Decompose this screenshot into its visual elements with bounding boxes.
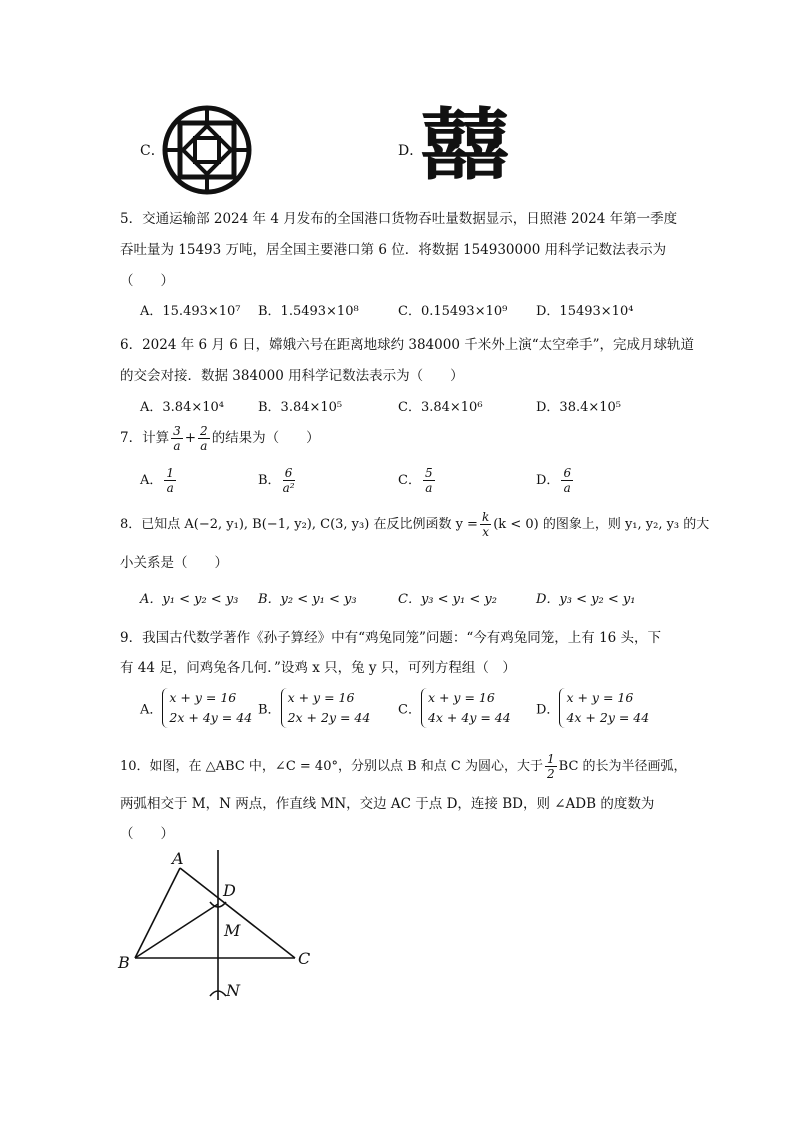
q10-fraction: $\frac{1}{2}$ — [547, 752, 555, 781]
option-c-label: C． — [140, 143, 165, 159]
q7-plus: + — [184, 430, 197, 446]
q7-option-d[interactable]: D． $\frac{6}{a}$ — [536, 466, 572, 495]
q5-option-d[interactable]: D．15493×10⁴ — [536, 304, 634, 319]
q7-stem — [120, 424, 320, 453]
triangle-figure — [110, 846, 340, 1012]
double-happiness-image: 囍 — [420, 101, 510, 191]
q8-option-d[interactable]: D．y₃ < y₂ < y₁ — [536, 592, 636, 607]
q9-option-a[interactable]: A． x + y = 16 2x + 4y = 44 — [140, 688, 252, 728]
q5-option-a[interactable]: A．15.493×10⁷ — [140, 304, 241, 319]
q6-option-a[interactable]: A．3.84×10⁴ — [140, 400, 224, 415]
q5-line1: 5．交通运输部 2024 年 4 月发布的全国港口货物吞吐量数据显示，日照港 2024 年第一季度 — [120, 211, 678, 227]
segment-ac — [180, 868, 295, 958]
q9-option-b[interactable]: B． x + y = 16 2x + 2y = 44 — [258, 688, 370, 728]
q6-line2: 的交会对接．数据 384000 用科学记数法表示为（ ） — [120, 368, 464, 384]
q8-line1: 8．已知点 A(−2, y₁), B(−1, y₂), C(3, y₃) 在反比例函数 y = $\frac{k}{x}$ (k < 0) 的图象上，则 y₁, y₂, y₃ 的大 — [120, 510, 710, 539]
q7-option-a[interactable]: A． $\frac{1}{a}$ — [140, 466, 175, 495]
round-window-pattern-image — [160, 104, 254, 196]
q6-option-c[interactable]: C．3.84×10⁶ — [398, 400, 483, 415]
segment-bd — [135, 904, 218, 958]
q6-option-d[interactable]: D．38.4×10⁵ — [536, 400, 622, 415]
q10-line2: 两弧相交于 M，N 两点，作直线 MN，交边 AC 于点 D，连接 BD，则 ∠ADB 的度数为 — [120, 796, 655, 812]
q5-line2: 吞吐量为 15493 万吨，居全国主要港口第 6 位．将数据 154930000 用科学记数法表示为 — [120, 242, 667, 258]
segment-ab — [135, 868, 180, 958]
q9-line2: 有 44 足，问鸡兔各几何．”设鸡 x 只，兔 y 只，可列方程组（ ） — [120, 660, 516, 676]
label-m: M — [224, 921, 241, 940]
q8-option-c[interactable]: C．y₃ < y₁ < y₂ — [398, 592, 497, 607]
label-c: C — [298, 949, 311, 968]
q7-option-b[interactable]: B． $\frac{6}{\text{a²}}$ — [258, 466, 295, 495]
q9-option-c[interactable]: C． x + y = 16 4x + 4y = 44 — [398, 688, 511, 728]
label-n: N — [226, 981, 240, 1000]
q7-suffix: 的结果为（ ） — [211, 430, 320, 446]
q6-line1: 6．2024 年 6 月 6 日，嫦娥六号在距离地球约 384000 千米外上演“太空牵手”，完成月球轨道 — [120, 337, 694, 353]
q8-fraction: $\frac{k}{x}$ — [481, 510, 490, 539]
q7-prefix: 7．计算 — [120, 430, 170, 446]
q8-option-b[interactable]: B．y₂ < y₁ < y₃ — [258, 592, 357, 607]
q8-line2: 小关系是（ ） — [120, 555, 228, 571]
q7-option-c[interactable]: C． $\frac{5}{a}$ — [398, 466, 433, 495]
q7-fraction-1: $\frac{3}{a}$ — [173, 424, 181, 453]
option-d-label: D． — [398, 143, 424, 159]
q5-line3: （ ） — [120, 273, 174, 289]
q6-option-b[interactable]: B．3.84×10⁵ — [258, 400, 343, 415]
label-b: B — [118, 953, 130, 972]
label-d: D — [223, 881, 236, 900]
q10-line1: 10．如图，在 △ABC 中，∠C = 40°，分别以点 B 和点 C 为圆心，大于 $\frac{1}{2}$ BC 的长为半径画弧， — [120, 752, 687, 781]
q9-line1: 9．我国古代数学著作《孙子算经》中有“鸡兔同笼”问题：“今有鸡兔同笼，上有 16 头，下 — [120, 630, 662, 646]
q5-option-c[interactable]: C．0.15493×10⁹ — [398, 304, 508, 319]
q8-option-a[interactable]: A．y₁ < y₂ < y₃ — [140, 592, 239, 607]
q5-option-b[interactable]: B．1.5493×10⁸ — [258, 304, 359, 319]
q7-fraction-2: $\frac{2}{a}$ — [200, 424, 208, 453]
label-a: A — [172, 849, 184, 868]
q9-option-d[interactable]: D． x + y = 16 4x + 2y = 44 — [536, 688, 649, 728]
q10-line3: （ ） — [120, 826, 174, 842]
